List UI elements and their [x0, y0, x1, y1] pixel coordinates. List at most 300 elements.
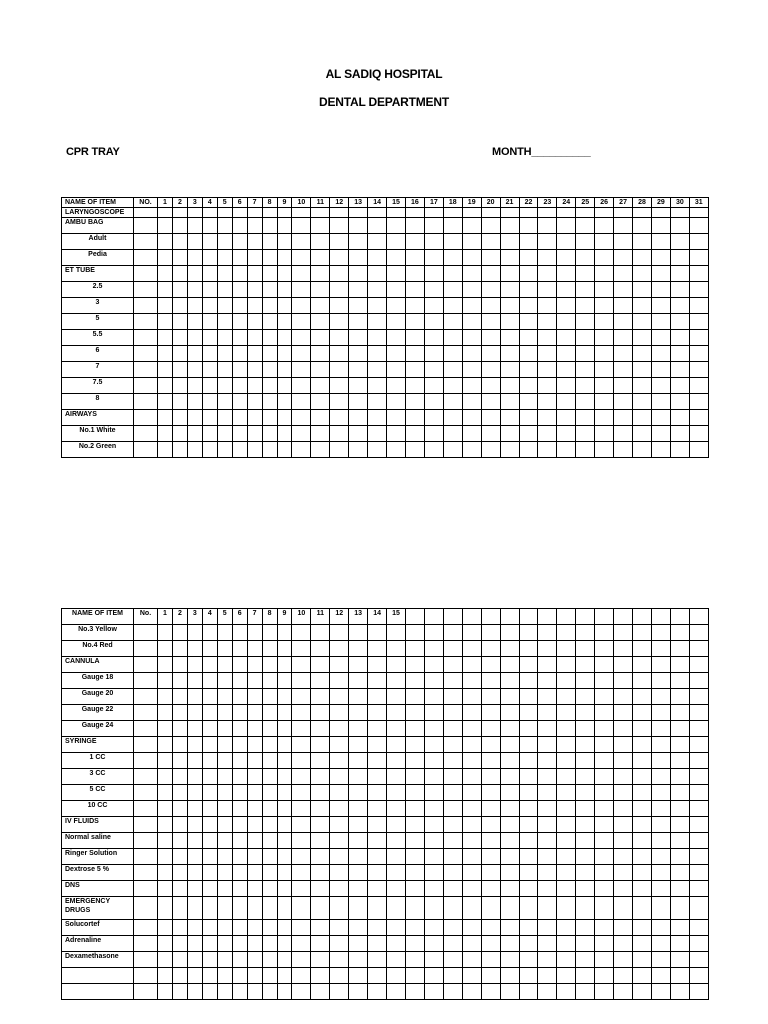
day-check-cell[interactable]	[158, 769, 173, 785]
day-check-cell[interactable]	[651, 689, 670, 705]
day-check-cell[interactable]	[217, 833, 232, 849]
day-check-cell[interactable]	[387, 936, 406, 952]
day-check-cell[interactable]	[670, 737, 689, 753]
day-check-cell[interactable]	[670, 282, 689, 298]
day-check-cell[interactable]	[158, 250, 173, 266]
day-check-cell[interactable]	[368, 208, 387, 218]
quantity-cell[interactable]	[134, 897, 158, 920]
day-check-cell[interactable]	[595, 250, 614, 266]
day-check-cell[interactable]	[232, 753, 247, 769]
day-check-cell[interactable]	[500, 641, 519, 657]
day-check-cell[interactable]	[519, 737, 538, 753]
day-check-cell[interactable]	[311, 282, 330, 298]
day-check-cell[interactable]	[349, 689, 368, 705]
day-check-cell[interactable]	[187, 362, 202, 378]
day-check-cell[interactable]	[576, 689, 595, 705]
day-check-cell[interactable]	[614, 298, 633, 314]
day-check-cell[interactable]	[443, 737, 462, 753]
day-check-cell[interactable]	[349, 785, 368, 801]
day-check-cell[interactable]	[670, 234, 689, 250]
day-check-cell[interactable]	[172, 298, 187, 314]
day-check-cell[interactable]	[158, 801, 173, 817]
day-check-cell[interactable]	[292, 657, 311, 673]
day-check-cell[interactable]	[387, 314, 406, 330]
quantity-cell[interactable]	[134, 314, 158, 330]
day-check-cell[interactable]	[172, 282, 187, 298]
day-check-cell[interactable]	[595, 881, 614, 897]
day-check-cell[interactable]	[500, 785, 519, 801]
day-check-cell[interactable]	[614, 442, 633, 458]
day-check-cell[interactable]	[689, 881, 708, 897]
quantity-cell[interactable]	[134, 801, 158, 817]
day-check-cell[interactable]	[614, 849, 633, 865]
day-check-cell[interactable]	[500, 673, 519, 689]
quantity-cell[interactable]	[134, 625, 158, 641]
day-check-cell[interactable]	[651, 625, 670, 641]
day-check-cell[interactable]	[651, 753, 670, 769]
day-check-cell[interactable]	[481, 881, 500, 897]
day-check-cell[interactable]	[202, 865, 217, 881]
day-check-cell[interactable]	[462, 721, 481, 737]
day-check-cell[interactable]	[330, 234, 349, 250]
day-check-cell[interactable]	[614, 314, 633, 330]
day-check-cell[interactable]	[202, 769, 217, 785]
day-check-cell[interactable]	[405, 657, 424, 673]
day-check-cell[interactable]	[519, 378, 538, 394]
day-check-cell[interactable]	[330, 984, 349, 1000]
day-check-cell[interactable]	[481, 897, 500, 920]
day-check-cell[interactable]	[670, 705, 689, 721]
quantity-cell[interactable]	[134, 881, 158, 897]
day-check-cell[interactable]	[247, 721, 262, 737]
day-check-cell[interactable]	[405, 689, 424, 705]
day-check-cell[interactable]	[187, 625, 202, 641]
day-check-cell[interactable]	[519, 881, 538, 897]
quantity-cell[interactable]	[134, 952, 158, 968]
day-check-cell[interactable]	[557, 410, 576, 426]
day-check-cell[interactable]	[158, 721, 173, 737]
quantity-cell[interactable]	[134, 721, 158, 737]
day-check-cell[interactable]	[614, 753, 633, 769]
day-check-cell[interactable]	[633, 378, 652, 394]
day-check-cell[interactable]	[670, 218, 689, 234]
day-check-cell[interactable]	[633, 282, 652, 298]
day-check-cell[interactable]	[595, 984, 614, 1000]
day-check-cell[interactable]	[232, 920, 247, 936]
day-check-cell[interactable]	[424, 936, 443, 952]
day-check-cell[interactable]	[462, 865, 481, 881]
day-check-cell[interactable]	[538, 426, 557, 442]
day-check-cell[interactable]	[262, 625, 277, 641]
day-check-cell[interactable]	[519, 785, 538, 801]
day-check-cell[interactable]	[232, 426, 247, 442]
day-check-cell[interactable]	[462, 282, 481, 298]
day-check-cell[interactable]	[262, 721, 277, 737]
day-check-cell[interactable]	[689, 410, 708, 426]
day-check-cell[interactable]	[633, 330, 652, 346]
day-check-cell[interactable]	[311, 984, 330, 1000]
day-check-cell[interactable]	[217, 641, 232, 657]
day-check-cell[interactable]	[349, 865, 368, 881]
day-check-cell[interactable]	[202, 753, 217, 769]
day-check-cell[interactable]	[202, 250, 217, 266]
day-check-cell[interactable]	[614, 936, 633, 952]
day-check-cell[interactable]	[330, 737, 349, 753]
day-check-cell[interactable]	[262, 394, 277, 410]
day-check-cell[interactable]	[481, 673, 500, 689]
day-check-cell[interactable]	[633, 897, 652, 920]
day-check-cell[interactable]	[202, 346, 217, 362]
day-check-cell[interactable]	[576, 968, 595, 984]
day-check-cell[interactable]	[292, 378, 311, 394]
day-check-cell[interactable]	[538, 849, 557, 865]
day-check-cell[interactable]	[187, 673, 202, 689]
day-check-cell[interactable]	[330, 769, 349, 785]
day-check-cell[interactable]	[462, 410, 481, 426]
day-check-cell[interactable]	[424, 833, 443, 849]
day-check-cell[interactable]	[172, 737, 187, 753]
day-check-cell[interactable]	[405, 641, 424, 657]
day-check-cell[interactable]	[187, 298, 202, 314]
day-check-cell[interactable]	[368, 968, 387, 984]
day-check-cell[interactable]	[614, 984, 633, 1000]
day-check-cell[interactable]	[500, 721, 519, 737]
day-check-cell[interactable]	[405, 737, 424, 753]
day-check-cell[interactable]	[247, 673, 262, 689]
day-check-cell[interactable]	[217, 689, 232, 705]
day-check-cell[interactable]	[443, 721, 462, 737]
day-check-cell[interactable]	[405, 410, 424, 426]
day-check-cell[interactable]	[481, 737, 500, 753]
day-check-cell[interactable]	[538, 378, 557, 394]
day-check-cell[interactable]	[202, 282, 217, 298]
day-check-cell[interactable]	[387, 737, 406, 753]
day-check-cell[interactable]	[172, 378, 187, 394]
day-check-cell[interactable]	[202, 833, 217, 849]
day-check-cell[interactable]	[387, 266, 406, 282]
day-check-cell[interactable]	[557, 442, 576, 458]
day-check-cell[interactable]	[670, 769, 689, 785]
day-check-cell[interactable]	[462, 968, 481, 984]
day-check-cell[interactable]	[443, 881, 462, 897]
day-check-cell[interactable]	[689, 721, 708, 737]
day-check-cell[interactable]	[217, 218, 232, 234]
day-check-cell[interactable]	[405, 817, 424, 833]
day-check-cell[interactable]	[158, 362, 173, 378]
day-check-cell[interactable]	[519, 362, 538, 378]
day-check-cell[interactable]	[670, 314, 689, 330]
day-check-cell[interactable]	[576, 641, 595, 657]
day-check-cell[interactable]	[172, 234, 187, 250]
day-check-cell[interactable]	[368, 282, 387, 298]
day-check-cell[interactable]	[595, 801, 614, 817]
day-check-cell[interactable]	[443, 266, 462, 282]
day-check-cell[interactable]	[557, 952, 576, 968]
day-check-cell[interactable]	[670, 266, 689, 282]
day-check-cell[interactable]	[538, 753, 557, 769]
day-check-cell[interactable]	[368, 442, 387, 458]
day-check-cell[interactable]	[292, 330, 311, 346]
day-check-cell[interactable]	[368, 234, 387, 250]
day-check-cell[interactable]	[557, 785, 576, 801]
day-check-cell[interactable]	[443, 314, 462, 330]
day-check-cell[interactable]	[481, 298, 500, 314]
day-check-cell[interactable]	[424, 801, 443, 817]
day-check-cell[interactable]	[670, 936, 689, 952]
day-check-cell[interactable]	[172, 785, 187, 801]
day-check-cell[interactable]	[538, 410, 557, 426]
day-check-cell[interactable]	[481, 282, 500, 298]
day-check-cell[interactable]	[481, 984, 500, 1000]
quantity-cell[interactable]	[134, 641, 158, 657]
day-check-cell[interactable]	[172, 657, 187, 673]
day-check-cell[interactable]	[368, 330, 387, 346]
day-check-cell[interactable]	[187, 897, 202, 920]
day-check-cell[interactable]	[232, 817, 247, 833]
day-check-cell[interactable]	[292, 641, 311, 657]
day-check-cell[interactable]	[405, 833, 424, 849]
day-check-cell[interactable]	[311, 801, 330, 817]
day-check-cell[interactable]	[614, 266, 633, 282]
day-check-cell[interactable]	[443, 394, 462, 410]
day-check-cell[interactable]	[538, 362, 557, 378]
day-check-cell[interactable]	[670, 346, 689, 362]
day-check-cell[interactable]	[481, 442, 500, 458]
day-check-cell[interactable]	[172, 952, 187, 968]
day-check-cell[interactable]	[443, 410, 462, 426]
day-check-cell[interactable]	[481, 208, 500, 218]
day-check-cell[interactable]	[247, 282, 262, 298]
day-check-cell[interactable]	[519, 625, 538, 641]
day-check-cell[interactable]	[614, 362, 633, 378]
day-check-cell[interactable]	[614, 208, 633, 218]
day-check-cell[interactable]	[576, 920, 595, 936]
day-check-cell[interactable]	[443, 769, 462, 785]
day-check-cell[interactable]	[670, 378, 689, 394]
day-check-cell[interactable]	[232, 897, 247, 920]
quantity-cell[interactable]	[134, 410, 158, 426]
day-check-cell[interactable]	[614, 689, 633, 705]
day-check-cell[interactable]	[538, 769, 557, 785]
day-check-cell[interactable]	[217, 920, 232, 936]
day-check-cell[interactable]	[670, 881, 689, 897]
day-check-cell[interactable]	[462, 984, 481, 1000]
day-check-cell[interactable]	[595, 737, 614, 753]
day-check-cell[interactable]	[405, 362, 424, 378]
day-check-cell[interactable]	[368, 721, 387, 737]
day-check-cell[interactable]	[277, 952, 292, 968]
day-check-cell[interactable]	[349, 410, 368, 426]
day-check-cell[interactable]	[292, 266, 311, 282]
day-check-cell[interactable]	[232, 394, 247, 410]
day-check-cell[interactable]	[330, 721, 349, 737]
day-check-cell[interactable]	[405, 849, 424, 865]
day-check-cell[interactable]	[247, 442, 262, 458]
day-check-cell[interactable]	[292, 737, 311, 753]
day-check-cell[interactable]	[595, 721, 614, 737]
day-check-cell[interactable]	[158, 625, 173, 641]
day-check-cell[interactable]	[187, 849, 202, 865]
day-check-cell[interactable]	[689, 785, 708, 801]
day-check-cell[interactable]	[633, 673, 652, 689]
day-check-cell[interactable]	[330, 208, 349, 218]
day-check-cell[interactable]	[368, 897, 387, 920]
day-check-cell[interactable]	[330, 346, 349, 362]
day-check-cell[interactable]	[292, 785, 311, 801]
day-check-cell[interactable]	[172, 753, 187, 769]
day-check-cell[interactable]	[633, 785, 652, 801]
day-check-cell[interactable]	[538, 968, 557, 984]
day-check-cell[interactable]	[557, 298, 576, 314]
day-check-cell[interactable]	[462, 266, 481, 282]
day-check-cell[interactable]	[217, 208, 232, 218]
day-check-cell[interactable]	[500, 442, 519, 458]
day-check-cell[interactable]	[311, 394, 330, 410]
day-check-cell[interactable]	[595, 705, 614, 721]
day-check-cell[interactable]	[172, 833, 187, 849]
day-check-cell[interactable]	[576, 817, 595, 833]
day-check-cell[interactable]	[405, 208, 424, 218]
day-check-cell[interactable]	[232, 769, 247, 785]
day-check-cell[interactable]	[500, 801, 519, 817]
day-check-cell[interactable]	[633, 208, 652, 218]
day-check-cell[interactable]	[576, 234, 595, 250]
day-check-cell[interactable]	[595, 952, 614, 968]
day-check-cell[interactable]	[368, 952, 387, 968]
day-check-cell[interactable]	[232, 218, 247, 234]
day-check-cell[interactable]	[217, 426, 232, 442]
day-check-cell[interactable]	[651, 298, 670, 314]
day-check-cell[interactable]	[387, 865, 406, 881]
day-check-cell[interactable]	[595, 442, 614, 458]
day-check-cell[interactable]	[292, 625, 311, 641]
day-check-cell[interactable]	[202, 442, 217, 458]
day-check-cell[interactable]	[481, 817, 500, 833]
day-check-cell[interactable]	[576, 208, 595, 218]
day-check-cell[interactable]	[232, 936, 247, 952]
day-check-cell[interactable]	[232, 330, 247, 346]
day-check-cell[interactable]	[330, 250, 349, 266]
day-check-cell[interactable]	[595, 936, 614, 952]
day-check-cell[interactable]	[349, 218, 368, 234]
day-check-cell[interactable]	[217, 266, 232, 282]
day-check-cell[interactable]	[349, 208, 368, 218]
day-check-cell[interactable]	[247, 394, 262, 410]
day-check-cell[interactable]	[262, 785, 277, 801]
day-check-cell[interactable]	[443, 426, 462, 442]
day-check-cell[interactable]	[262, 881, 277, 897]
day-check-cell[interactable]	[689, 394, 708, 410]
day-check-cell[interactable]	[247, 833, 262, 849]
day-check-cell[interactable]	[519, 250, 538, 266]
day-check-cell[interactable]	[405, 234, 424, 250]
quantity-cell[interactable]	[134, 362, 158, 378]
quantity-cell[interactable]	[134, 753, 158, 769]
day-check-cell[interactable]	[262, 298, 277, 314]
day-check-cell[interactable]	[557, 234, 576, 250]
day-check-cell[interactable]	[576, 362, 595, 378]
day-check-cell[interactable]	[247, 737, 262, 753]
day-check-cell[interactable]	[202, 952, 217, 968]
day-check-cell[interactable]	[424, 625, 443, 641]
day-check-cell[interactable]	[651, 362, 670, 378]
day-check-cell[interactable]	[670, 641, 689, 657]
day-check-cell[interactable]	[595, 920, 614, 936]
day-check-cell[interactable]	[500, 218, 519, 234]
day-check-cell[interactable]	[217, 785, 232, 801]
day-check-cell[interactable]	[349, 378, 368, 394]
day-check-cell[interactable]	[576, 849, 595, 865]
day-check-cell[interactable]	[576, 721, 595, 737]
day-check-cell[interactable]	[217, 346, 232, 362]
day-check-cell[interactable]	[557, 426, 576, 442]
day-check-cell[interactable]	[538, 689, 557, 705]
day-check-cell[interactable]	[689, 753, 708, 769]
day-check-cell[interactable]	[689, 936, 708, 952]
day-check-cell[interactable]	[387, 769, 406, 785]
day-check-cell[interactable]	[158, 657, 173, 673]
day-check-cell[interactable]	[633, 801, 652, 817]
day-check-cell[interactable]	[368, 657, 387, 673]
day-check-cell[interactable]	[614, 785, 633, 801]
day-check-cell[interactable]	[232, 208, 247, 218]
day-check-cell[interactable]	[614, 968, 633, 984]
day-check-cell[interactable]	[614, 817, 633, 833]
day-check-cell[interactable]	[614, 721, 633, 737]
day-check-cell[interactable]	[405, 250, 424, 266]
day-check-cell[interactable]	[651, 426, 670, 442]
day-check-cell[interactable]	[519, 314, 538, 330]
day-check-cell[interactable]	[202, 625, 217, 641]
day-check-cell[interactable]	[330, 330, 349, 346]
day-check-cell[interactable]	[232, 234, 247, 250]
day-check-cell[interactable]	[247, 234, 262, 250]
day-check-cell[interactable]	[217, 705, 232, 721]
day-check-cell[interactable]	[187, 769, 202, 785]
day-check-cell[interactable]	[633, 266, 652, 282]
day-check-cell[interactable]	[330, 968, 349, 984]
day-check-cell[interactable]	[349, 897, 368, 920]
day-check-cell[interactable]	[349, 657, 368, 673]
day-check-cell[interactable]	[614, 801, 633, 817]
quantity-cell[interactable]	[134, 849, 158, 865]
day-check-cell[interactable]	[614, 250, 633, 266]
day-check-cell[interactable]	[614, 881, 633, 897]
day-check-cell[interactable]	[187, 920, 202, 936]
day-check-cell[interactable]	[500, 737, 519, 753]
day-check-cell[interactable]	[538, 218, 557, 234]
day-check-cell[interactable]	[538, 881, 557, 897]
day-check-cell[interactable]	[292, 282, 311, 298]
day-check-cell[interactable]	[311, 897, 330, 920]
day-check-cell[interactable]	[481, 801, 500, 817]
quantity-cell[interactable]	[134, 218, 158, 234]
day-check-cell[interactable]	[670, 817, 689, 833]
day-check-cell[interactable]	[330, 298, 349, 314]
day-check-cell[interactable]	[651, 984, 670, 1000]
day-check-cell[interactable]	[689, 920, 708, 936]
day-check-cell[interactable]	[387, 881, 406, 897]
day-check-cell[interactable]	[595, 378, 614, 394]
day-check-cell[interactable]	[217, 625, 232, 641]
day-check-cell[interactable]	[262, 689, 277, 705]
day-check-cell[interactable]	[202, 920, 217, 936]
day-check-cell[interactable]	[202, 208, 217, 218]
day-check-cell[interactable]	[262, 346, 277, 362]
day-check-cell[interactable]	[262, 218, 277, 234]
day-check-cell[interactable]	[172, 984, 187, 1000]
day-check-cell[interactable]	[651, 330, 670, 346]
